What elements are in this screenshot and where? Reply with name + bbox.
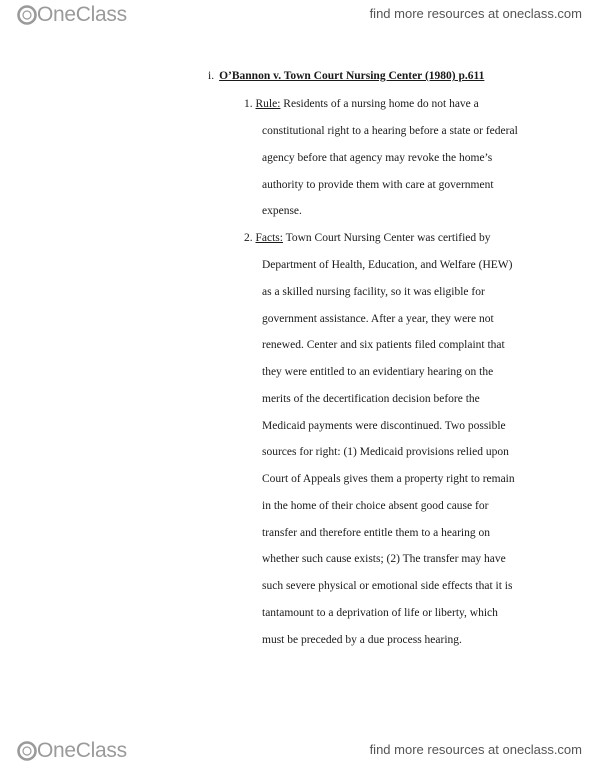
facts-line: Medicaid payments were discontinued. Two possible: [262, 420, 506, 432]
footer-bar: [0, 736, 595, 766]
facts-first-line: Town Court Nursing Center was certified by: [285, 232, 491, 244]
facts-line: merits of the decertification decision before the: [262, 393, 480, 405]
rule-line: authority to provide them with care at government: [262, 179, 494, 191]
case-title: O’Bannon v. Town Court Nursing Center (1980) p.611: [219, 70, 485, 82]
logo-text: OneClass: [37, 3, 127, 26]
facts-item: [244, 232, 491, 244]
case-heading: [208, 70, 484, 82]
oneclass-logo-icon: [16, 3, 38, 27]
rule-line: agency before that agency may revoke the home’s: [262, 152, 493, 164]
oneclass-logo-icon: [16, 739, 38, 763]
oneclass-logo[interactable]: [16, 1, 127, 29]
facts-number: 2.: [244, 232, 253, 244]
oneclass-logo[interactable]: [16, 737, 127, 765]
facts-line: sources for right: (1) Medicaid provisions relied upon: [262, 446, 509, 458]
facts-line: government assistance. After a year, they were not: [262, 313, 494, 325]
facts-line: in the home of their choice absent good cause for: [262, 500, 489, 512]
rule-item: [244, 98, 479, 110]
facts-line: transfer and therefore entitle them to a hearing on: [262, 527, 490, 539]
logo-text: OneClass: [37, 739, 127, 762]
case-number: i.: [208, 70, 215, 82]
facts-line: such severe physical or emotional side effects that it is: [262, 580, 513, 592]
rule-line: constitutional right to a hearing before a state or federal: [262, 125, 518, 137]
find-resources-link[interactable]: find more resources at oneclass.com: [369, 742, 582, 757]
facts-line: Court of Appeals gives them a property right to remain: [262, 473, 515, 485]
facts-line: renewed. Center and six patients filed complaint that: [262, 339, 505, 351]
header-bar: [0, 0, 595, 30]
facts-label: Facts:: [255, 232, 283, 244]
facts-line: must be preceded by a due process hearing.: [262, 634, 462, 646]
rule-number: 1.: [244, 98, 253, 110]
facts-line: as a skilled nursing facility, so it was eligible for: [262, 286, 485, 298]
facts-line: they were entitled to an evidentiary hearing on the: [262, 366, 494, 378]
find-resources-link[interactable]: find more resources at oneclass.com: [369, 6, 582, 21]
rule-first-line: Residents of a nursing home do not have a: [283, 98, 479, 110]
facts-line: Department of Health, Education, and Welfare (HEW): [262, 259, 513, 271]
facts-line: whether such cause exists; (2) The transfer may have: [262, 553, 506, 565]
facts-line: tantamount to a deprivation of life or liberty, which: [262, 607, 498, 619]
rule-label: Rule:: [255, 98, 281, 110]
rule-line: expense.: [262, 205, 302, 217]
